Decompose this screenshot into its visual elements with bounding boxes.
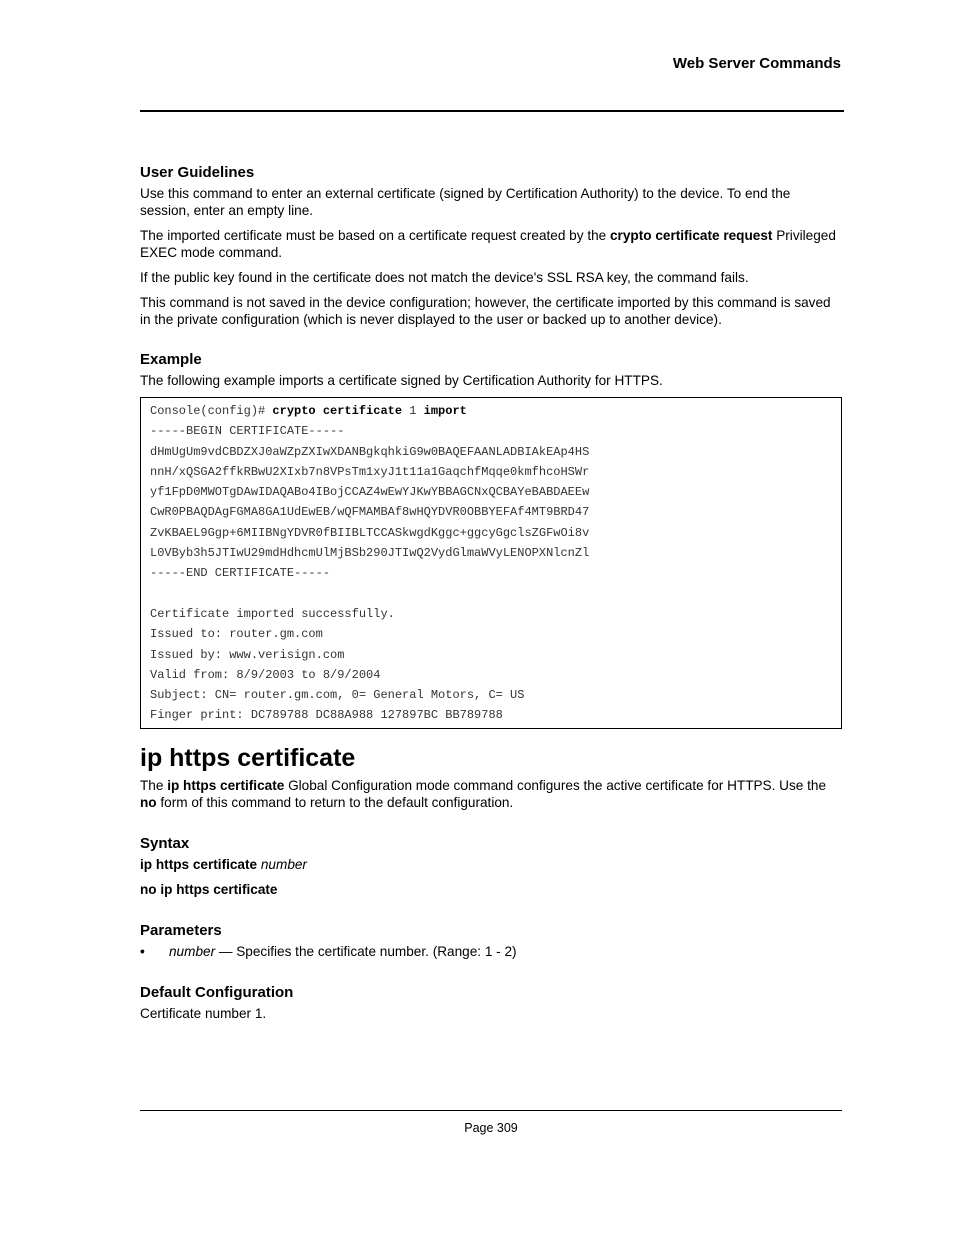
code-example-box <box>140 397 842 729</box>
guidelines-paragraph-2: The imported certificate must be based on a certificate request created by the crypto certificate request Privileged EXEC mode command. <box>140 228 836 260</box>
page-content <box>140 164 842 1022</box>
code-line: Certificate imported successfully. <box>150 606 395 621</box>
default-configuration-heading: Default Configuration <box>140 983 294 1001</box>
command-title: ip https certificate <box>140 743 356 772</box>
parameters-heading: Parameters <box>140 921 222 939</box>
code-command-line: Console(config)# crypto certificate 1 import <box>150 404 467 418</box>
code-line: Valid from: 8/9/2003 to 8/9/2004 <box>150 667 381 682</box>
page-number: Page 309 <box>464 1121 518 1135</box>
syntax-line-2: no ip https certificate <box>140 881 278 897</box>
code-line: -----BEGIN CERTIFICATE----- <box>150 424 345 439</box>
code-line: Issued by: www.verisign.com <box>150 647 345 662</box>
code-line: L0VByb3h5JTIwU29mdHdhcmUlMjBSb290JTIwQ2VydGlmaWVyLENOPXNlcnZl <box>150 546 590 561</box>
footer-rule <box>140 1110 842 1111</box>
code-line: nnH/xQSGA2ffkRBwU2XIxb7n8VPsTm1xyJ1t11a1GaqchfMqqe0kmfhcoHSWr <box>150 464 590 479</box>
bullet-icon: • <box>140 943 145 959</box>
guidelines-paragraph-1: Use this command to enter an external certificate (signed by Certification Authority) to the device. To end the session, enter an empty line. <box>140 186 791 218</box>
parameter-item: • number — Specifies the certificate number. (Range: 1 - 2) <box>140 943 517 959</box>
header-rule <box>140 110 844 112</box>
code-line: yf1FpD0MWOTgDAwIDAQABo4IBojCCAZ4wEwYJKwYBBAGCNxQCBAYeBABDAEEw <box>150 485 590 500</box>
guidelines-paragraph-3: If the public key found in the certificate does not match the device's SSL RSA key, the command fails. <box>140 270 749 285</box>
code-line: dHmUgUm9vdCBDZXJ0aWZpZXIwXDANBgkqhkiG9w0BAQEFAANLADBIAkEAp4HS <box>150 444 590 459</box>
example-heading: Example <box>140 351 202 368</box>
example-intro: The following example imports a certificate signed by Certification Authority for HTTPS. <box>140 373 663 388</box>
code-line: Subject: CN= router.gm.com, 0= General Motors, C= US <box>150 688 525 703</box>
code-line: Issued to: router.gm.com <box>150 627 323 642</box>
command-description: The ip https certificate Global Configuration mode command configures the active certificate for HTTPS. Use the no form of this command to return to the default configuration. <box>140 777 827 810</box>
guidelines-paragraph-4: This command is not saved in the device configuration; however, the certificate imported by this command is saved in the private configuration (which is never displayed to the user or backed up to another device). <box>140 295 831 327</box>
user-guidelines-heading: User Guidelines <box>140 164 255 181</box>
code-line <box>150 584 832 604</box>
code-line: CwR0PBAQDAgFGMA8GA1UdEwEB/wQFMAMBAf8wHQYDVR0OBBYEFAf4MT9BRD47 <box>150 505 590 520</box>
running-header: Web Server Commands <box>672 55 841 72</box>
default-configuration-text: Certificate number 1. <box>140 1005 267 1021</box>
syntax-line-1: ip https certificate number <box>140 856 307 872</box>
code-line: -----END CERTIFICATE----- <box>150 566 331 581</box>
code-line: ZvKBAEL9Ggp+6MIIBNgYDVR0fBIIBLTCCASkwgdKggc+ggcyGgclsZGFwOi8v <box>150 525 590 540</box>
code-line: Finger print: DC789788 DC88A988 127897BC BB789788 <box>150 708 503 723</box>
syntax-heading: Syntax <box>140 834 190 852</box>
